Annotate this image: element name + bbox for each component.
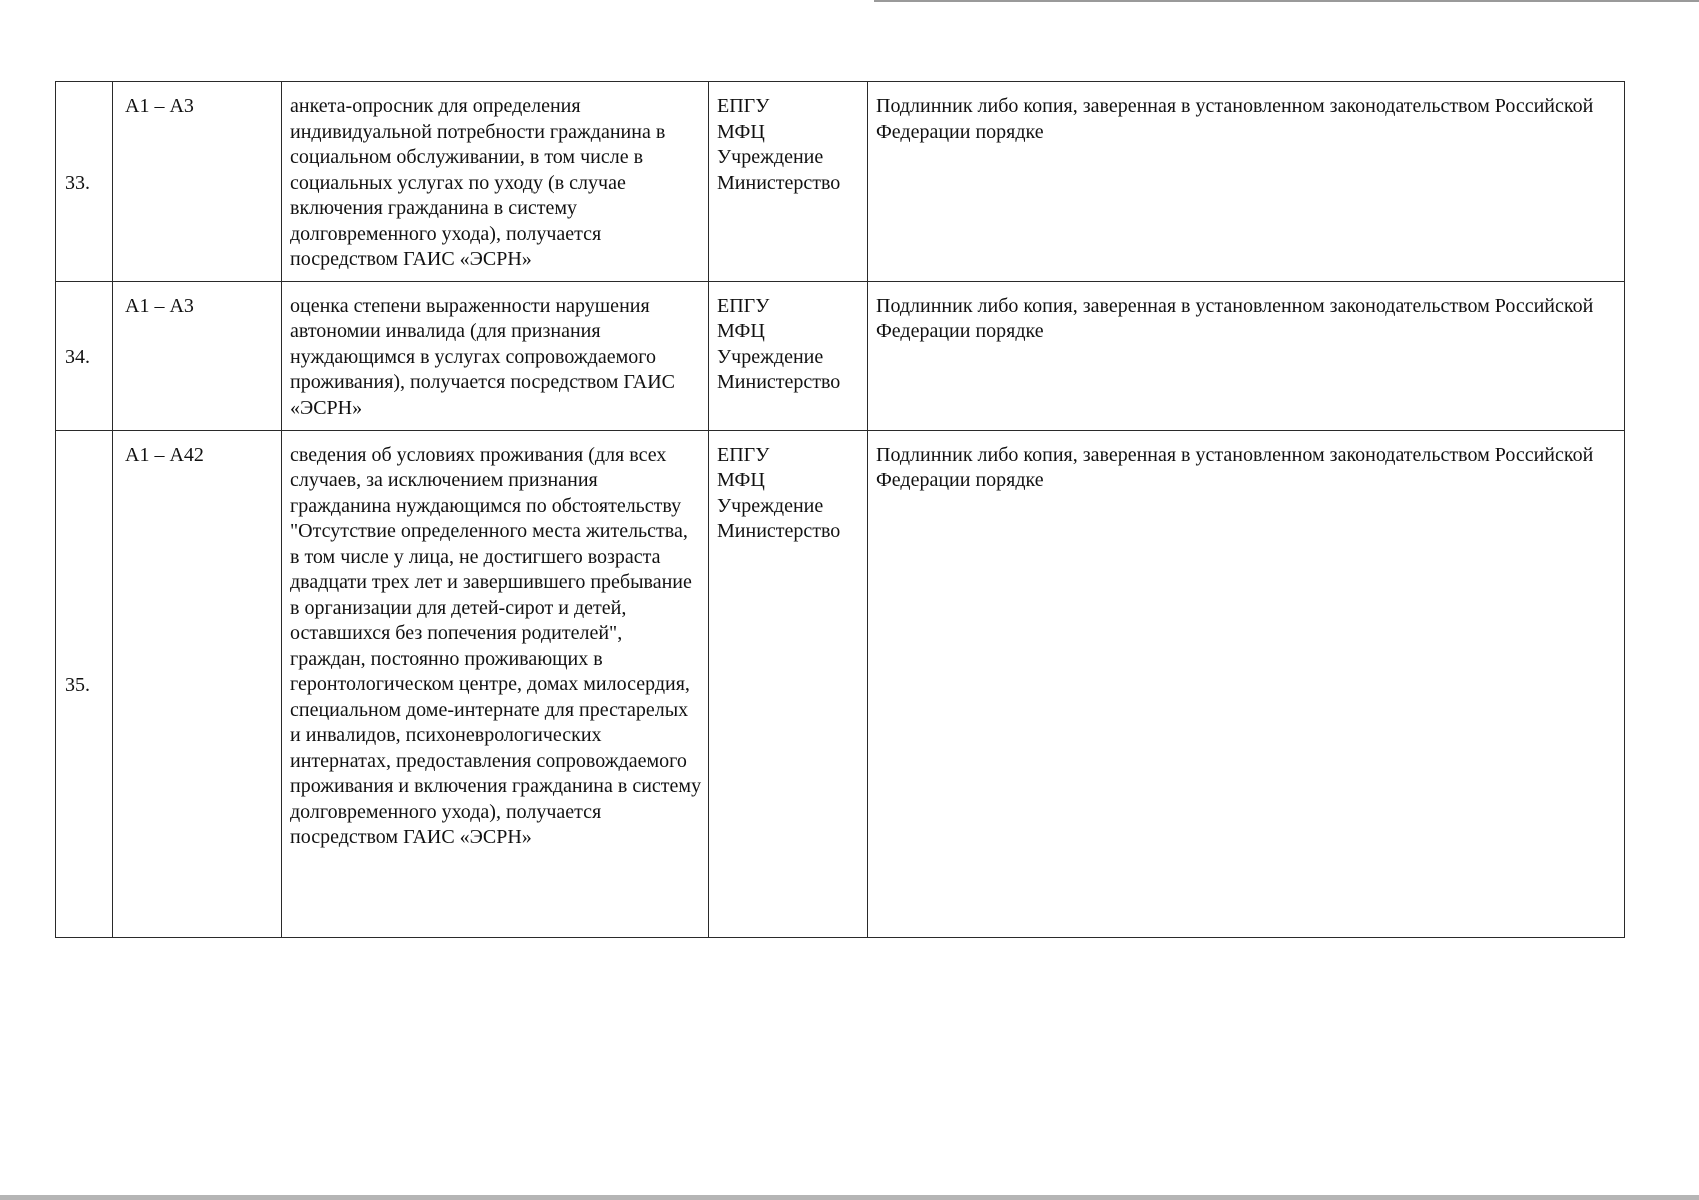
document-description: сведения об условиях проживания (для всех случаев, за исключением признания гражданина нуждающимся по обстоятельству "Отсутствие определенного места жительства, в том числе у лица, не достигшего возраста двадцати трех лет и завершившего пребывание в организации для детей-сирот и детей, оставшихся без попечения родителей", граждан, постоянно проживающих в геронтологическом центре, домах милосердия, специальном доме-интернате для престарелых и инвалидов, психоневрологических интернатах, предоставления сопровождаемого проживания и включения гражданина в систему долговременного ухода), получается посредством ГАИС «ЭСРН» xyxy=(282,430,709,937)
channel-item: ЕПГУ xyxy=(717,95,770,117)
document-description: оценка степени выраженности нарушения автономии инвалида (для признания нуждающимся в услугах сопровождаемого проживания), получается посредством ГАИС «ЭСРН» xyxy=(282,281,709,430)
channel-item: ЕПГУ xyxy=(717,443,770,466)
table-row xyxy=(56,430,1625,937)
applicant-codes: А1 – А3 xyxy=(113,281,282,430)
submission-channels xyxy=(709,82,868,282)
table-row xyxy=(56,281,1625,430)
row-number: 34. xyxy=(56,281,113,430)
applicant-codes: А1 – А42 xyxy=(113,430,282,937)
submission-channels xyxy=(709,430,868,937)
table-row xyxy=(56,82,1625,282)
document-description: анкета-опросник для определения индивидуальной потребности гражданина в социальном обслуживании, в том числе в социальных услугах по уходу (в случае включения гражданина в систему долговременного ухода), получается посредством ГАИС «ЭСРН» xyxy=(282,82,709,282)
applicant-codes: А1 – А3 xyxy=(113,82,282,282)
row-number: 33. xyxy=(56,82,113,282)
channel-item: МФЦ xyxy=(717,320,765,342)
channel-item: Учреждение xyxy=(717,146,824,168)
document-requirement: Подлинник либо копия, заверенная в установленном законодательством Российской Федерации порядке xyxy=(868,281,1625,430)
channel-item: ЕПГУ xyxy=(717,294,770,317)
channel-item: Учреждение xyxy=(717,494,824,517)
channel-item: Министерство xyxy=(717,520,841,542)
channel-item: Учреждение xyxy=(717,345,824,368)
scan-edge-top xyxy=(874,0,1699,2)
documents-table xyxy=(55,81,1625,938)
scan-edge-bottom xyxy=(0,1195,1699,1200)
channel-item: Министерство xyxy=(717,371,841,393)
submission-channels xyxy=(709,281,868,430)
document-requirement: Подлинник либо копия, заверенная в установленном законодательством Российской Федерации порядке xyxy=(868,430,1625,937)
channel-item: Министерство xyxy=(717,171,841,194)
channel-item: МФЦ xyxy=(717,469,765,491)
channel-item: МФЦ xyxy=(717,120,765,143)
row-number: 35. xyxy=(56,430,113,937)
document-requirement: Подлинник либо копия, заверенная в установленном законодательством Российской Федерации порядке xyxy=(868,82,1625,282)
